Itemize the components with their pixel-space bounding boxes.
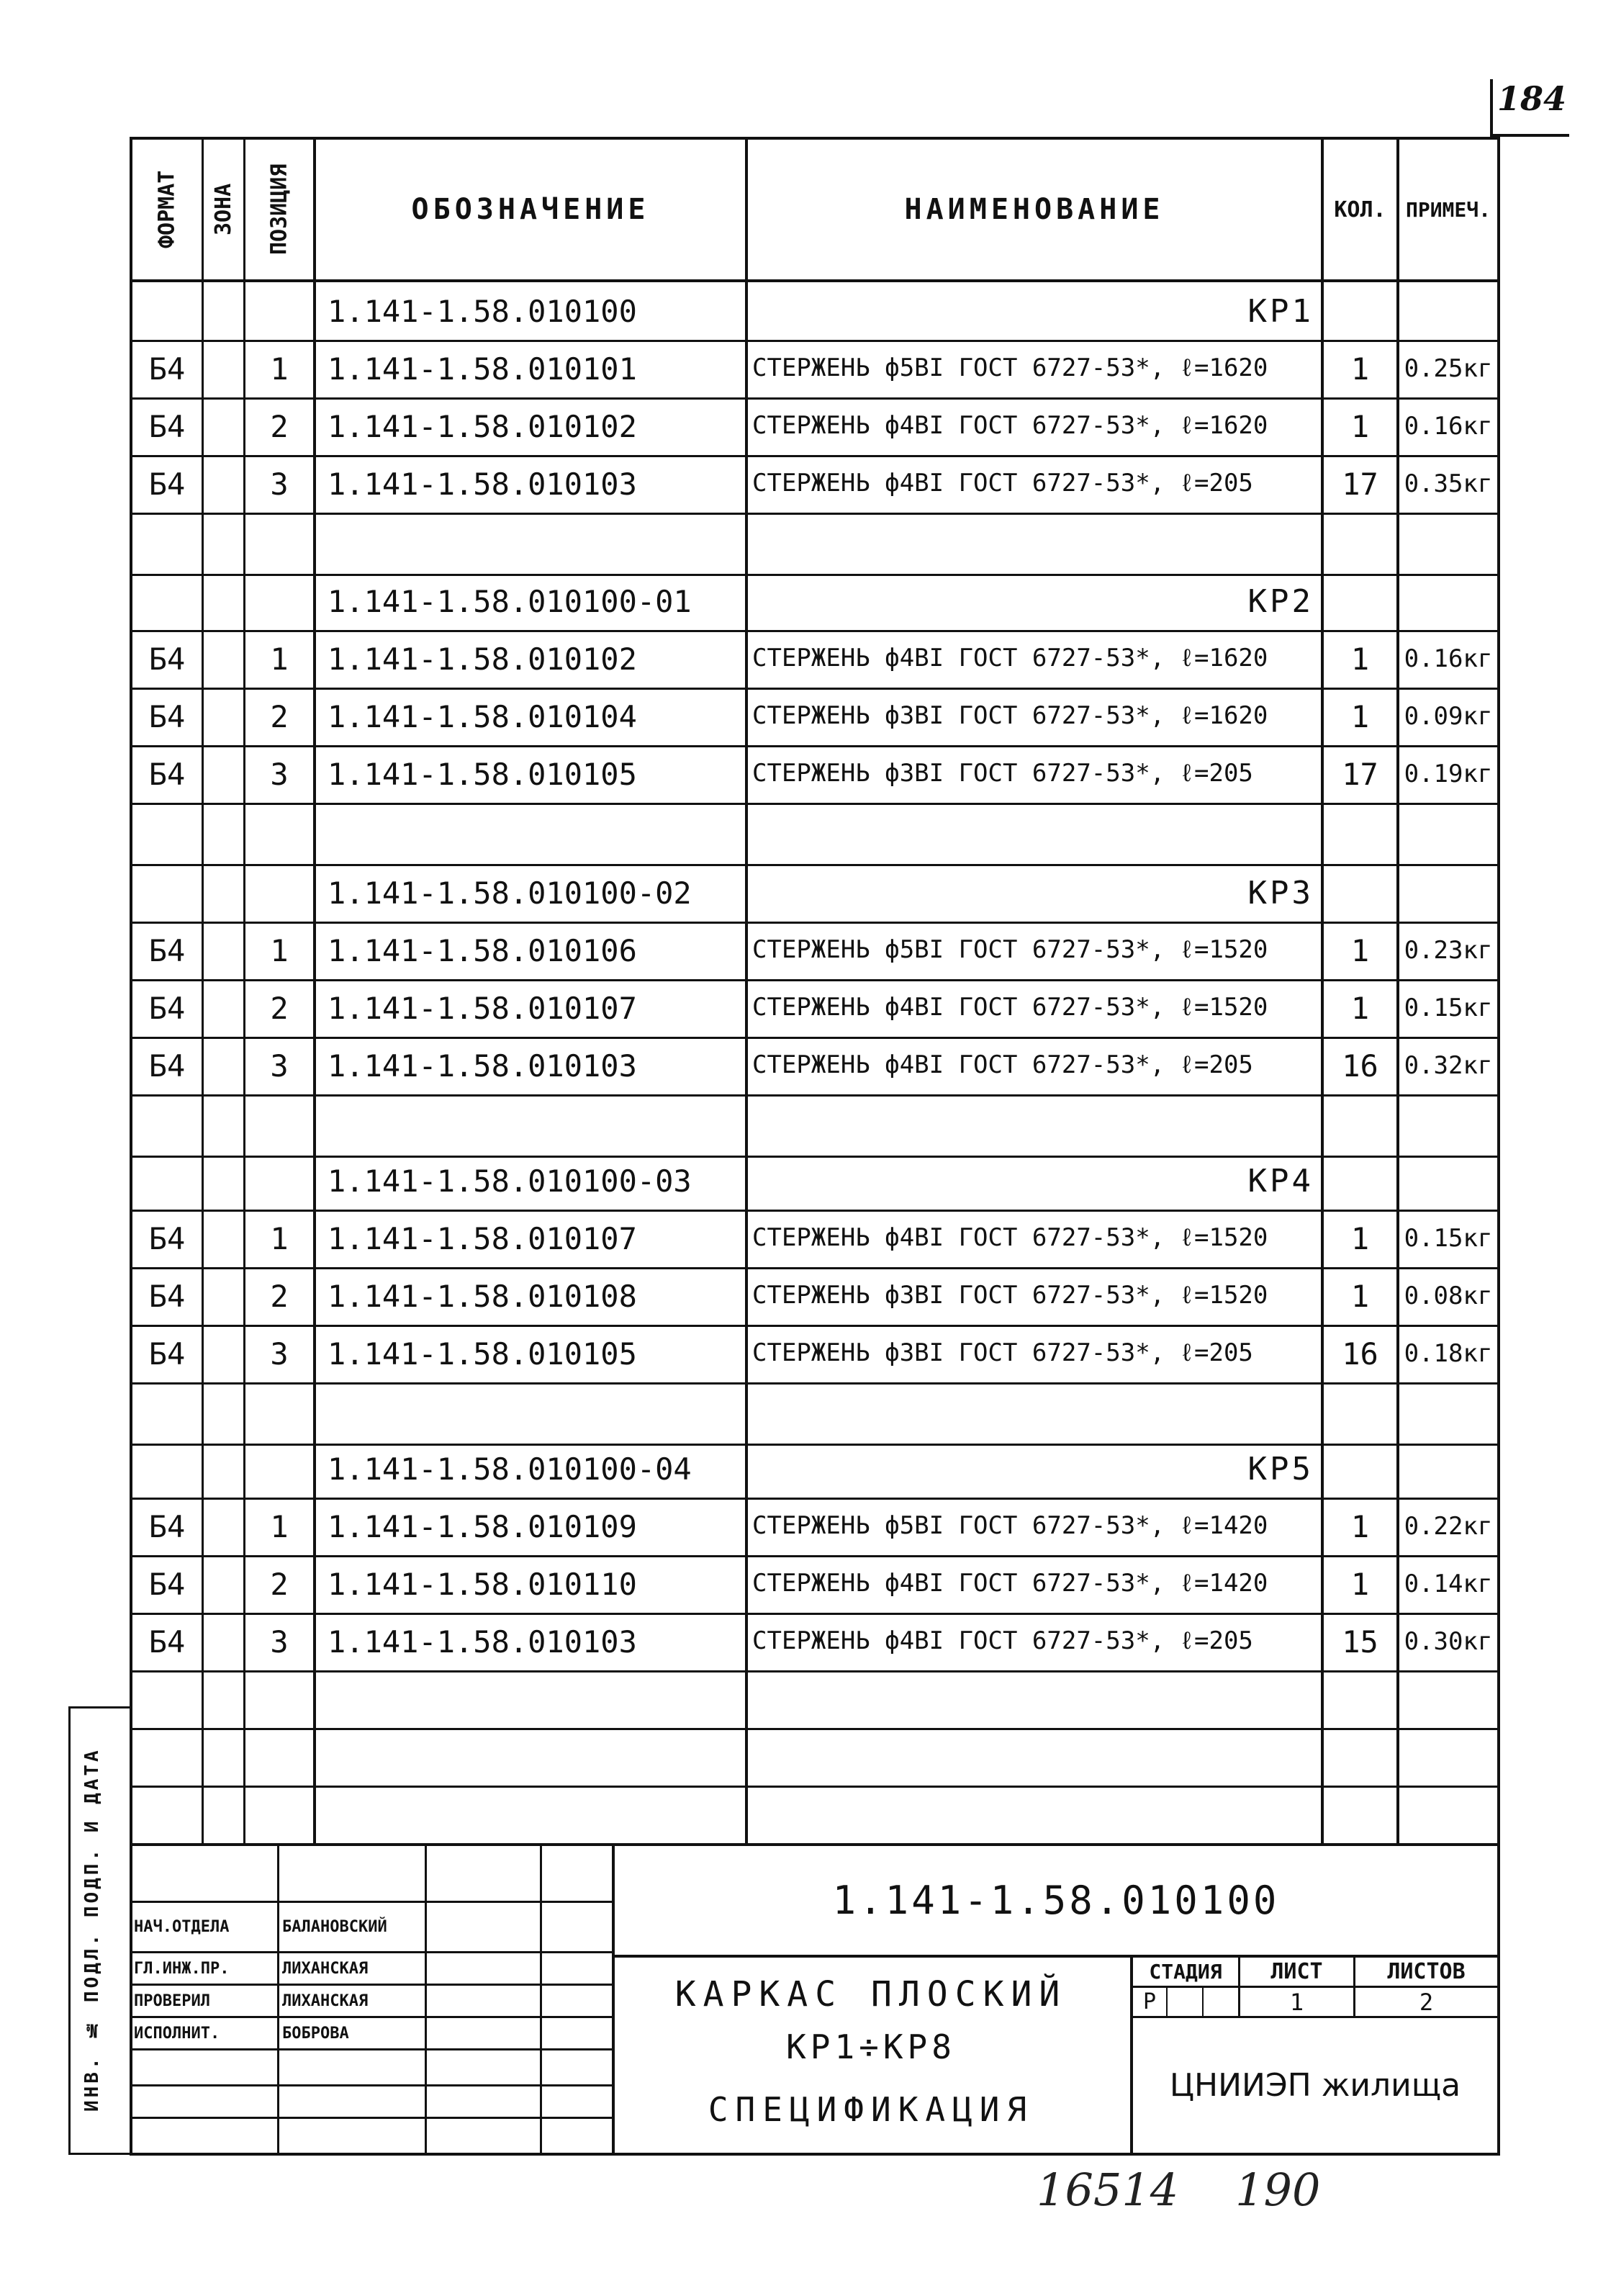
row-name: СТЕРЖЕНЬ ф4ВI ГОСТ 6727-53*, ℓ=1620 (752, 644, 1268, 672)
row-note: 0.25кг (1404, 354, 1493, 383)
row-position: 2 (270, 1278, 289, 1314)
row-name: СТЕРЖЕНЬ ф4ВI ГОСТ 6727-53*, ℓ=205 (752, 1050, 1253, 1079)
row-format: Б4 (148, 1220, 186, 1256)
row-designation: 1.141-1.58.010102 (328, 641, 637, 677)
header-zone: ЗОНА (211, 183, 236, 236)
row-position: 3 (270, 466, 289, 502)
document-code: 1.141-1.58.010100 (832, 1878, 1280, 1923)
signature-role: ИСПОЛНИТ. (134, 2024, 220, 2043)
row-position: 1 (270, 1220, 289, 1256)
row-qty: 1 (1350, 408, 1370, 444)
signature-name: ЛИХАНСКАЯ (282, 1991, 369, 2010)
row-position: 2 (270, 990, 289, 1026)
row-format: Б4 (148, 351, 186, 387)
stage-label: СТАДИЯ (1149, 1960, 1222, 1984)
row-position: 2 (270, 698, 289, 734)
row-note: 0.09кг (1404, 702, 1493, 731)
row-format: Б4 (148, 408, 186, 444)
row-zone (204, 688, 243, 745)
row-note: 0.22кг (1404, 1512, 1493, 1541)
row-note: 0.16кг (1404, 644, 1493, 673)
row-note: 0.18кг (1404, 1339, 1493, 1368)
row-name: СТЕРЖЕНЬ ф4ВI ГОСТ 6727-53*, ℓ=1520 (752, 1223, 1268, 1252)
row-designation: 1.141-1.58.010109 (328, 1508, 637, 1544)
row-name: СТЕРЖЕНЬ ф4ВI ГОСТ 6727-53*, ℓ=205 (752, 469, 1253, 498)
group-designation: 1.141-1.58.010100-04 (328, 1451, 692, 1487)
group-name: КР2 (1247, 582, 1314, 620)
row-position: 2 (270, 408, 289, 444)
row-zone (204, 1498, 243, 1555)
row-note: 0.30кг (1404, 1627, 1493, 1656)
row-zone (204, 1267, 243, 1325)
footer-handwritten: 16514 190 (1037, 2164, 1321, 2216)
row-format: Б4 (148, 698, 186, 734)
title-line-3: СПЕЦИФИКАЦИЯ (708, 2090, 1034, 2129)
sheets-label: ЛИСТОВ (1387, 1959, 1466, 1984)
row-name: СТЕРЖЕНЬ ф3ВI ГОСТ 6727-53*, ℓ=1520 (752, 1281, 1268, 1310)
group-designation: 1.141-1.58.010100-01 (328, 583, 692, 619)
row-name: СТЕРЖЕНЬ ф4ВI ГОСТ 6727-53*, ℓ=205 (752, 1626, 1253, 1655)
row-qty: 1 (1350, 1278, 1370, 1314)
row-divider (130, 513, 1497, 515)
row-designation: 1.141-1.58.010106 (328, 932, 637, 968)
row-designation: 1.141-1.58.010103 (328, 466, 637, 502)
row-designation: 1.141-1.58.010102 (328, 408, 637, 444)
header-note: ПРИМЕЧ. (1405, 197, 1491, 222)
row-zone (204, 979, 243, 1037)
stage-value: Р (1142, 1989, 1157, 2014)
group-designation: 1.141-1.58.010100 (328, 293, 637, 329)
row-qty: 1 (1350, 1220, 1370, 1256)
row-qty: 1 (1350, 351, 1370, 387)
header-name: НАИМЕНОВАНИЕ (904, 193, 1165, 226)
row-designation: 1.141-1.58.010105 (328, 1336, 637, 1372)
signature-role: ПРОВЕРИЛ (134, 1991, 210, 2010)
title-line-2: КР1÷КР8 (786, 2027, 956, 2066)
row-zone (204, 397, 243, 455)
binding-stub (68, 1706, 130, 1709)
row-designation: 1.141-1.58.010107 (328, 990, 637, 1026)
row-designation: 1.141-1.58.010104 (328, 698, 637, 734)
row-format: Б4 (148, 1336, 186, 1372)
header-format: ФОРМАТ (154, 170, 180, 249)
row-format: Б4 (148, 1624, 186, 1660)
row-name: СТЕРЖЕНЬ ф4ВI ГОСТ 6727-53*, ℓ=1520 (752, 993, 1268, 1022)
row-name: СТЕРЖЕНЬ ф3ВI ГОСТ 6727-53*, ℓ=205 (752, 1338, 1253, 1367)
group-name: КР1 (1247, 292, 1314, 330)
row-zone (204, 1325, 243, 1382)
title-line-1: КАРКАС ПЛОСКИЙ (674, 1974, 1067, 2014)
group-name: КР5 (1247, 1450, 1314, 1487)
binding-stub (68, 2153, 130, 2155)
row-position: 1 (270, 1508, 289, 1544)
sheets-value: 2 (1419, 1988, 1434, 2016)
row-divider (130, 803, 1497, 805)
row-zone (204, 455, 243, 513)
row-note: 0.08кг (1404, 1282, 1493, 1310)
header-designation: ОБОЗНАЧЕНИЕ (411, 193, 650, 226)
row-qty: 16 (1342, 1336, 1378, 1372)
row-name: СТЕРЖЕНЬ ф3ВI ГОСТ 6727-53*, ℓ=1620 (752, 701, 1268, 730)
row-name: СТЕРЖЕНЬ ф5ВI ГОСТ 6727-53*, ℓ=1420 (752, 1511, 1268, 1540)
sheet-label: ЛИСТ (1270, 1959, 1323, 1984)
row-designation: 1.141-1.58.010110 (328, 1566, 637, 1602)
row-position: 3 (270, 756, 289, 792)
signature-role: ГЛ.ИНЖ.ПР. (134, 1959, 230, 1978)
row-qty: 1 (1350, 990, 1370, 1026)
row-designation: 1.141-1.58.010107 (328, 1220, 637, 1256)
row-qty: 17 (1342, 756, 1378, 792)
row-divider (130, 1728, 1497, 1730)
row-note: 0.35кг (1404, 469, 1493, 498)
sheet-number-border (1490, 134, 1569, 137)
row-format: Б4 (148, 932, 186, 968)
row-format: Б4 (148, 756, 186, 792)
row-zone (204, 1613, 243, 1670)
row-qty: 1 (1350, 932, 1370, 968)
row-format: Б4 (148, 466, 186, 502)
row-designation: 1.141-1.58.010108 (328, 1278, 637, 1314)
row-zone (204, 922, 243, 979)
header-qty: КОЛ. (1334, 197, 1386, 222)
row-position: 3 (270, 1624, 289, 1660)
signature-name: БАЛАНОВСКИЙ (282, 1918, 387, 1936)
row-format: Б4 (148, 990, 186, 1026)
row-qty: 1 (1350, 1508, 1370, 1544)
row-zone (204, 1210, 243, 1267)
row-qty: 17 (1342, 466, 1378, 502)
row-note: 0.14кг (1404, 1570, 1493, 1598)
row-qty: 15 (1342, 1624, 1378, 1660)
row-zone (204, 1037, 243, 1094)
row-format: Б4 (148, 641, 186, 677)
row-qty: 1 (1350, 1566, 1370, 1602)
row-qty: 1 (1350, 698, 1370, 734)
row-name: СТЕРЖЕНЬ ф5ВI ГОСТ 6727-53*, ℓ=1520 (752, 935, 1268, 964)
row-designation: 1.141-1.58.010103 (328, 1624, 637, 1660)
signature-name: ЛИХАНСКАЯ (282, 1959, 369, 1978)
group-designation: 1.141-1.58.010100-03 (328, 1163, 692, 1199)
group-name: КР3 (1247, 874, 1314, 911)
row-name: СТЕРЖЕНЬ ф4ВI ГОСТ 6727-53*, ℓ=1620 (752, 411, 1268, 440)
group-name: КР4 (1247, 1162, 1314, 1199)
row-format: Б4 (148, 1508, 186, 1544)
row-position: 1 (270, 351, 289, 387)
row-format: Б4 (148, 1566, 186, 1602)
row-qty: 1 (1350, 641, 1370, 677)
row-note: 0.16кг (1404, 412, 1493, 441)
sheet-number: 184 (1497, 79, 1567, 118)
signature-name: БОБРОВА (282, 2024, 349, 2043)
signature-role: НАЧ.ОТДЕЛА (134, 1918, 230, 1936)
sheet-number-border (1490, 79, 1493, 137)
row-designation: 1.141-1.58.010101 (328, 351, 637, 387)
row-format: Б4 (148, 1048, 186, 1084)
row-zone (204, 630, 243, 688)
row-note: 0.15кг (1404, 994, 1493, 1022)
row-zone (204, 745, 243, 803)
row-note: 0.15кг (1404, 1224, 1493, 1253)
group-designation: 1.141-1.58.010100-02 (328, 875, 692, 911)
row-name: СТЕРЖЕНЬ ф3ВI ГОСТ 6727-53*, ℓ=205 (752, 759, 1253, 788)
row-name: СТЕРЖЕНЬ ф4ВI ГОСТ 6727-53*, ℓ=1420 (752, 1569, 1268, 1598)
row-note: 0.19кг (1404, 760, 1493, 788)
row-format: Б4 (148, 1278, 186, 1314)
row-divider (130, 1094, 1497, 1097)
row-divider (130, 1670, 1497, 1673)
row-designation: 1.141-1.58.010103 (328, 1048, 637, 1084)
row-position: 3 (270, 1336, 289, 1372)
side-label: ИНВ. № ПОДЛ. ПОДП. И ДАТА (81, 1747, 103, 2112)
row-divider (130, 1382, 1497, 1385)
row-position: 3 (270, 1048, 289, 1084)
sheet-value: 1 (1289, 1988, 1304, 2016)
row-divider (130, 1786, 1497, 1788)
row-note: 0.32кг (1404, 1051, 1493, 1080)
row-zone (204, 1555, 243, 1613)
header-position: ПОЗИЦИЯ (266, 163, 292, 256)
row-qty: 16 (1342, 1048, 1378, 1084)
organization: ЦНИИЭП жилища (1169, 2067, 1461, 2104)
row-name: СТЕРЖЕНЬ ф5ВI ГОСТ 6727-53*, ℓ=1620 (752, 354, 1268, 382)
row-zone (204, 340, 243, 397)
row-position: 1 (270, 641, 289, 677)
row-note: 0.23кг (1404, 936, 1493, 965)
row-designation: 1.141-1.58.010105 (328, 756, 637, 792)
row-position: 2 (270, 1566, 289, 1602)
row-position: 1 (270, 932, 289, 968)
